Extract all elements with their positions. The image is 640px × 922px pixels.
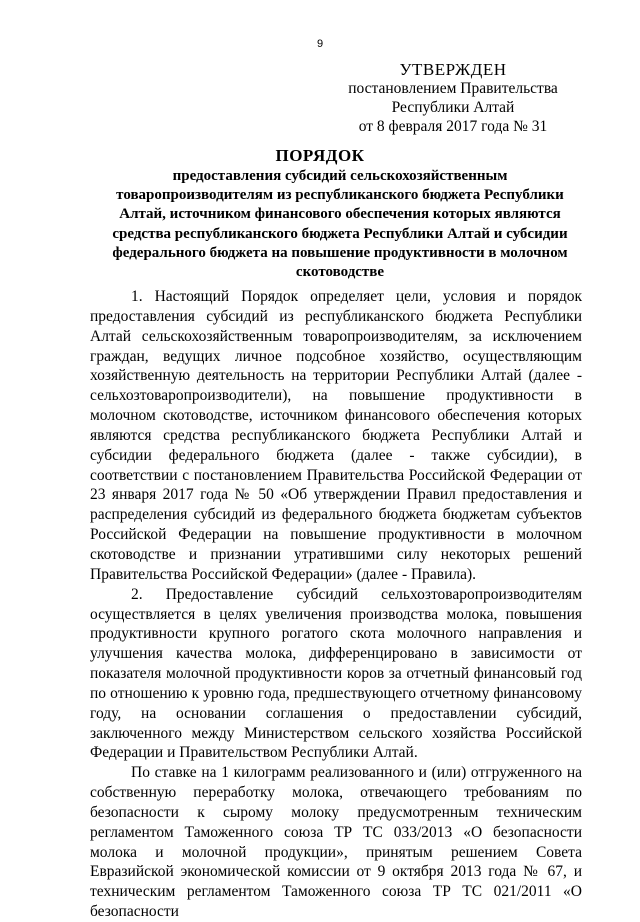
subtitle-line: федерального бюджета на повышение продуктивности в молочном [112,244,568,261]
paragraph-1: 1. Настоящий Порядок определяет цели, условия и порядок предоставления субсидий из республиканского бюджета Республики Алтай сельскохозяйственным товаропроизводителям, за исключением граждан, ведущих личное подсобное хозяйство, осуществляющим хозяйственную деятельность на территории Республики Алтай (далее - сельхозтоваропроизводители), на повышение продуктивности в молочном скотоводстве, источником финансового обеспечения которых являются средства республиканского бюджета Республики Алтай и субсидии федерального бюджета (далее - также субсидии), в соответствии с постановлением Правительства Российской Федерации от 23 января 2017 года № 50 «Об утверждении Правил предоставления и распределения субсидий из федерального бюджета бюджетам субъектов Российской Федерации на повышение продуктивности в молочном скотоводстве и признании утратившими силу некоторых решений Правительства Российской Федерации» (далее - Правила). [90,288,582,583]
subtitle-line: предоставления субсидий сельскохозяйственным [172,168,508,184]
document-title: ПОРЯДОК [275,146,365,165]
approval-line: постановлением Правительства [348,80,558,97]
subtitle-line: скотоводстве [295,264,385,281]
document-subtitle [95,167,585,282]
approval-line: от 8 февраля 2017 года № 31 [358,118,548,135]
paragraph-3: По ставке на 1 килограмм реализованного и (или) отгруженного на собственную переработку молока, отвечающего требованиям по безопасности к сырому молоку предусмотренным техническим регламентом Таможенного союза ТР ТС 033/2013 «О безопасности молока и молочной продукции», принятым решением Совета Евразийской экономической комиссии от 9 октября 2013 года № 67, и техническим регламентом Таможенного союза ТР ТС 021/2011 «О безопасности [90,764,582,921]
subtitle-line: средства республиканского бюджета Республики Алтай и субсидии [112,225,568,242]
approval-block [338,60,568,136]
document-body [90,287,582,922]
paragraph-2: 2. Предоставление субсидий сельхозтоваропроизводителям осуществляется в целях увеличения производства молока, повышения продуктивности крупного рогатого скота молочного направления и улучшения качества молока, дифференцировано в зависимости от показателя молочной продуктивности коров за отчетный финансовый год по отношению к уровню года, предшествующего отчетному финансовому году, на основании соглашения о предоставлении субсидий, заключенного между Министерством сельского хозяйства Российской Федерации и Правительством Республики Алтай. [90,585,582,762]
approval-line: Республики Алтай [391,99,515,116]
page-number: 9 [316,38,324,50]
approval-heading: УТВЕРЖДЕН [399,60,507,79]
subtitle-line: товаропроизводителям из республиканского бюджета Республики [116,187,564,204]
subtitle-line: Алтай, источником финансового обеспечения которых являются [119,206,561,223]
